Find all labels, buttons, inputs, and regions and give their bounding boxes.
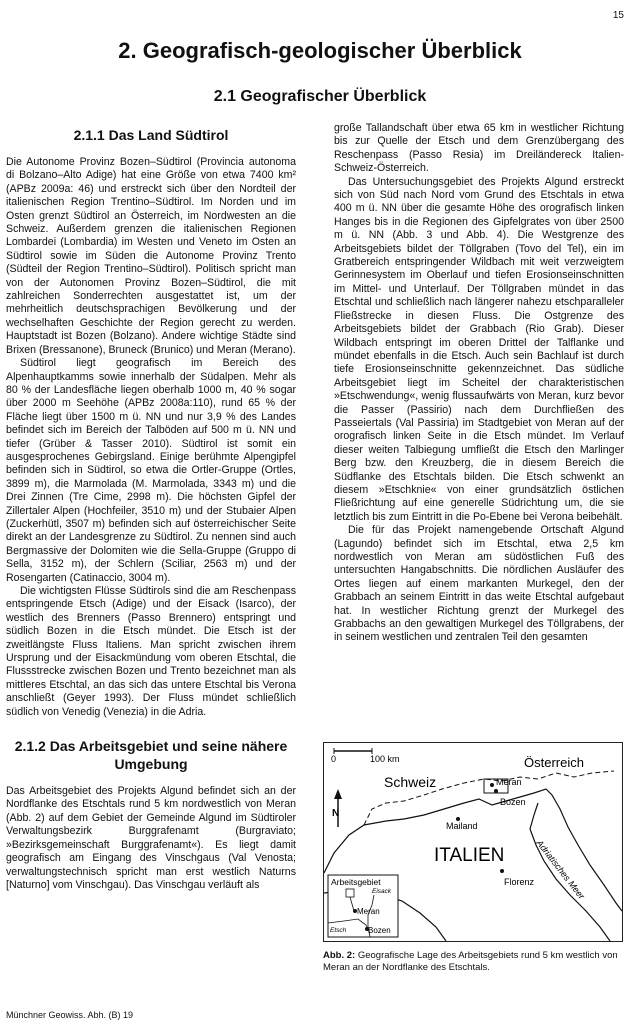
inset-label-etsch: Etsch xyxy=(330,927,347,934)
paragraph: große Tallandschaft über etwa 65 km in westlicher Richtung bis zur Quelle der Etsch und dem Grenzübergang des Reschenpass (Passo Resia) im Dreiländereck Italien-Schweiz-Österreich. xyxy=(334,122,624,175)
paragraph: Die wichtigsten Flüsse Südtirols sind die am Reschenpass entspringende Etsch (Adige) und der Eisack (Isarco), der westlich des Brenners (Passo Brennero) entspringt und südlich Bozen in die Etsch mündet. Die Etsch ist der zweitlängste Fluss Italiens. Man spricht zwischen ihrem Ursprung und der Eisackmündung vom oberen Etschtal, die Flussstrecke zwischen Bozen und Trento bezeichnet man als mittleres Etschtal, an das sich das untere Etschtal bis Verona anschließt (Geyer 1993). Der Fluss mündet schließlich südlich von Venedig (Venezia) in die Adria. xyxy=(6,585,296,718)
label-meran: Meran xyxy=(496,777,522,787)
inset-label-bozen: Bozen xyxy=(368,926,391,935)
location-map xyxy=(324,743,622,941)
paragraph: Das Arbeitsgebiet des Projekts Algund befindet sich an der Nordflanke des Etschtals rund 5 km nordwestlich von Meran (Abb. 2) auf dem Gebiet der Gemeinde Algund im Südtiroler Verwaltungsbezirk Burggrafenamt (Burgraviato; »Bezirksgemeinschaft Burggrafenamt«). Es liegt damit geografisch am Eingang des Vinschgaus (Val Venosta; verwaltungstechnisch spricht man erst westlich Naturns [Naturno] vom Vinschgau). Das Vinschgau verläuft als xyxy=(6,785,296,891)
subsection-title-land-suedtirol: 2.1.1 Das Land Südtirol xyxy=(73,127,229,143)
label-schweiz: Schweiz xyxy=(384,774,437,790)
north-label: N xyxy=(332,808,340,819)
inset-map xyxy=(328,875,398,937)
scale-label-100: 100 km xyxy=(370,754,400,764)
subsection-title-arbeitsgebiet: 2.1.2 Das Arbeitsgebiet und seine nähere Umgebung xyxy=(14,738,288,773)
location-map-figure xyxy=(323,742,623,942)
paragraph: Die für das Projekt namengebende Ortschaft Algund (Lagundo) befindet sich im Etschtal, etwa 2,5 km nordwestlich von Meran am südöstlichen Fuß des untersuchten Hangabschnitts. Die nördlichen Ausläufer des Ortes liegen auf einem markanten Murkegel, den der Grabbach an seinem Eintritt in das weite Etschtal aufgebaut hat. In westlicher Richtung grenzt der Murkegel des Grabbachs an den gewaltigen Murkegel des Töllgrabens, der in seinem westlichen und zentralen Teil den gesamten xyxy=(334,524,624,644)
label-oesterreich: Österreich xyxy=(524,755,584,770)
figure-caption xyxy=(323,950,623,974)
section-title: 2.1 Geografischer Überblick xyxy=(213,88,427,105)
paragraph: Südtirol liegt geografisch im Bereich des Alpenhauptkamms sowie innerhalb der Südalpen. Mehr als 80 % der Landesfläche liegen oberhalb 1000 m, 40 % sogar über 2000 m Seehöhe (APBz 2008a:110), rund 65 % der Fläche liegt über 1500 m ü. NN und nur 3,9 % des Landes befindet sich im Bereich der Talböden auf 500 m ü. NN und tiefer (Grüber & Tasser 2010). Südtirol ist somit ein ausgesprochenes Gebirgsland. Einige berühmte Alpengipfel befinden sich in Südtirol, so etwa die Ortler-Gruppe (Ortles, 3899 m), die Marmolada (M. Marmolada, 3343 m) und die Drei Zinnen (Tre Cime, 2998 m). Die höchsten Gipfel der Zillertaler Alpen (Hochfeiler, 3510 m) und der Stubaier Alpen (Zuckerhütl, 3507 m) befinden sich auf österreichischer Seite direkt an der Landesgrenze zu Südtirol. Zu nennen sind auch Bergmassive der Dolomiten wie die Sella-Gruppe (Gruppo di Sella, 3152 m), der Schlern (Sciliar, 2563 m) und der Rosengarten (Catinaccio, 3004 m). xyxy=(6,357,296,584)
paragraph: Das Untersuchungsgebiet des Projekts Algund erstreckt sich von Süd nach Nord vom Grund des Etschtals in etwa 400 m ü. NN über die gesamte Höhe des orografisch linken Hanges bis in die Regionen des Gipfelgrates von über 2500 m ü. NN (Abb. 3 und Abb. 4). Die Westgrenze des Arbeitsgebiets bildet der Töllgraben (Tovo del Tel), ein im Gratbereich entspringender Wildbach mit weit verzweigtem Gerinnesystem im Oberlauf und tiefen Erosionseinschnitten im Mittel- und Unterlauf. Der Töllgraben mündet in das Etschtal und schließlich nach längerer nahezu etschparalleler Fließstrecke in diesen Fluss. Die Ostgrenze des Arbeitsgebiets bildet der Grabbach (Rio Grab). Dieser Wildbach entspringt im oberen Drittel der Talflanke und mündet ebenfalls in die Etsch. Auch sein Bachlauf ist durch tiefe Erosionseinschnitte gekennzeichnet. Das südliche Arbeitsgebiet liegt im Scheitel der charakteristischen »Etschwendung«, wenig flussaufwärts von Meran, kurz bevor die Passer (Passirio) nach dem Durchfließen des Passeiertals (Val Passiria) im Stadtgebiet von Meran auf der orografisch linken Seite in die Etsch mündet. Im Verlauf dieser weiten Talbiegung umfließt die Etsch den Marlinger Berg bzw. den Kreuzberg, die in diesem Bereich die Südflanke des Etschtals bilden. Die Etsch schwenkt an diesem »Etschknie« von einer grundsätzlich östlichen Fließrichtung auf eine generelle Südrichtung um, die sie letztlich bis zum Eintritt in die Po-Ebene bei Verona beibehält. xyxy=(334,175,624,523)
caption-text: Geografische Lage des Arbeitsgebiets rund 5 km westlich von Meran an der Nordflanke des Etschtals. xyxy=(323,950,618,973)
page-number: 15 xyxy=(612,10,624,21)
right-column xyxy=(334,122,624,645)
inset-label-eisack: Eisack xyxy=(372,888,392,895)
paragraph: Die Autonome Provinz Bozen–Südtirol (Provincia autonoma di Bolzano–Alto Adige) hat eine Größe von etwa 7400 km² (APBz 2009a: 46) und erstreckt sich über den Nordteil der italienischen Region Trentino–Südtirol. Im Norden und im Osten grenzt Südtirol an Österreich, im Nordwesten an die Schweiz. Außerdem grenzen die italienischen Regionen Lombardei (Lombardia) im Westen und Veneto im Osten an Südtirol sowie im Süden die Autonome Provinz Trento (Südteil der Region Trentino–Südtirol). Politisch spricht man von der Autonomen Provinz Bozen–Südtirol, die mit zahlreichen Sonderrechten ausgestattet ist, um der mehrheitlich deutschsprachigen Bevölkerung und der wechselhaften Geschichte der Region gerecht zu werden. Hauptstadt ist Bozen (Bolzano). Andere wichtige Städte sind Brixen (Bressanone), Bruneck (Brunico) und Meran (Merano). xyxy=(6,156,296,356)
label-florenz: Florenz xyxy=(504,877,535,887)
label-adria: Adriatisches Meer xyxy=(534,838,587,901)
inset-label-arbeitsgebiet: Arbeitsgebiet xyxy=(331,877,381,887)
label-mailand: Mailand xyxy=(446,821,478,831)
scale-label-0: 0 xyxy=(331,754,337,764)
label-bozen: Bozen xyxy=(500,797,526,807)
chapter-title: 2. Geografisch-geologischer Überblick xyxy=(118,38,522,63)
inset-label-meran: Meran xyxy=(357,907,380,916)
label-italien: ITALIEN xyxy=(434,845,505,866)
caption-label: Abb. 2: xyxy=(323,950,356,961)
footer-journal: Münchner Geowiss. Abh. (B) 19 xyxy=(6,1010,134,1020)
left-column xyxy=(6,122,296,892)
